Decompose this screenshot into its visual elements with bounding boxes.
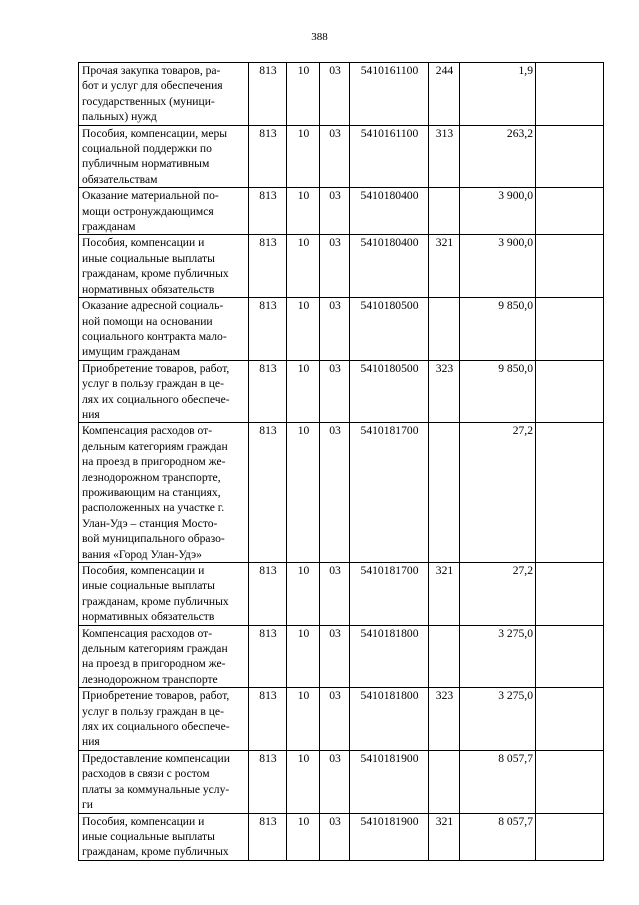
expense-type-cell: 323 — [429, 360, 460, 423]
target-article-cell: 5410180500 — [350, 298, 429, 361]
item-name-line: дельным категориям граждан — [82, 439, 228, 453]
table-row — [79, 298, 604, 361]
section-code-cell: 10 — [287, 63, 320, 126]
table-row — [79, 688, 604, 751]
amount-cell: 27,2 — [460, 423, 536, 563]
subsection-code-cell: 03 — [320, 423, 350, 563]
item-name-line: Компенсация расходов от- — [82, 424, 213, 438]
expense-type-cell: 313 — [429, 125, 460, 188]
amount-cell: 9 850,0 — [460, 298, 536, 361]
item-name-line: иные социальные выплаты — [82, 579, 215, 593]
target-article-cell: 5410180400 — [350, 188, 429, 235]
ministry-code-cell: 813 — [249, 625, 287, 688]
item-name-cell — [79, 63, 249, 126]
empty-cell — [536, 63, 604, 126]
expense-type-cell: 244 — [429, 63, 460, 126]
target-article-cell: 5410181900 — [350, 813, 429, 860]
amount-cell: 3 900,0 — [460, 235, 536, 298]
ministry-code-cell: 813 — [249, 125, 287, 188]
table-row — [79, 563, 604, 626]
item-name-cell — [79, 750, 249, 813]
item-name-line: Улан-Удэ – станция Мосто- — [82, 516, 218, 530]
section-code-cell: 10 — [287, 360, 320, 423]
item-name-line: вания «Город Улан-Удэ» — [82, 547, 202, 561]
target-article-cell: 5410161100 — [350, 63, 429, 126]
target-article-cell: 5410180500 — [350, 360, 429, 423]
budget-table — [78, 62, 604, 861]
empty-cell — [536, 188, 604, 235]
expense-type-cell — [429, 298, 460, 361]
expense-type-cell — [429, 423, 460, 563]
empty-cell — [536, 750, 604, 813]
item-name-line: гражданам, кроме публичных — [82, 845, 229, 859]
ministry-code-cell: 813 — [249, 688, 287, 751]
subsection-code-cell: 03 — [320, 813, 350, 860]
item-name-cell — [79, 423, 249, 563]
item-name-line: Приобретение товаров, работ, — [82, 689, 230, 703]
item-name-line: Пособия, компенсации и — [82, 564, 205, 577]
item-name-line: Компенсация расходов от- — [82, 626, 213, 640]
subsection-code-cell: 03 — [320, 688, 350, 751]
item-name-line: услуг в пользу граждан в це- — [82, 704, 224, 718]
item-name-line: гражданам, кроме публичных — [82, 594, 229, 608]
subsection-code-cell: 03 — [320, 298, 350, 361]
amount-cell: 9 850,0 — [460, 360, 536, 423]
item-name-line: государственных (муници- — [82, 94, 215, 108]
target-article-cell: 5410181700 — [350, 563, 429, 626]
target-article-cell: 5410180400 — [350, 235, 429, 298]
item-name-line: Прочая закупка товаров, ра- — [82, 64, 221, 77]
item-name-cell — [79, 125, 249, 188]
item-name-line: ги — [82, 798, 93, 812]
table-row — [79, 423, 604, 563]
subsection-code-cell: 03 — [320, 360, 350, 423]
item-name-line: нормативных обязательств — [82, 282, 215, 296]
amount-cell: 3 900,0 — [460, 188, 536, 235]
ministry-code-cell: 813 — [249, 563, 287, 626]
item-name-line: социальной поддержки по — [82, 142, 212, 156]
target-article-cell: 5410181800 — [350, 688, 429, 751]
section-code-cell: 10 — [287, 563, 320, 626]
ministry-code-cell: 813 — [249, 298, 287, 361]
item-name-line: обязательствам — [82, 172, 158, 186]
item-name-line: услуг в пользу граждан в це- — [82, 377, 224, 391]
item-name-cell — [79, 688, 249, 751]
ministry-code-cell: 813 — [249, 360, 287, 423]
item-name-line: Предоставление компенсации — [82, 751, 230, 765]
item-name-line: гражданам, кроме публичных — [82, 267, 229, 281]
amount-cell: 3 275,0 — [460, 688, 536, 751]
section-code-cell: 10 — [287, 423, 320, 563]
ministry-code-cell: 813 — [249, 750, 287, 813]
amount-cell: 3 275,0 — [460, 625, 536, 688]
item-name-line: на проезд в пригородном же- — [82, 455, 226, 469]
amount-cell: 8 057,7 — [460, 813, 536, 860]
empty-cell — [536, 235, 604, 298]
item-name-line: лях их социального обеспече- — [82, 392, 230, 406]
target-article-cell: 5410161100 — [350, 125, 429, 188]
section-code-cell: 10 — [287, 813, 320, 860]
table-row — [79, 63, 604, 126]
item-name-cell — [79, 235, 249, 298]
item-name-line: ния — [82, 407, 100, 421]
target-article-cell: 5410181800 — [350, 625, 429, 688]
item-name-line: расположенных на участке г. — [82, 501, 225, 515]
subsection-code-cell: 03 — [320, 750, 350, 813]
expense-type-cell — [429, 188, 460, 235]
empty-cell — [536, 563, 604, 626]
section-code-cell: 10 — [287, 298, 320, 361]
empty-cell — [536, 125, 604, 188]
item-name-cell — [79, 813, 249, 860]
item-name-cell — [79, 563, 249, 626]
item-name-line: платы за коммунальные услу- — [82, 782, 230, 796]
table-row — [79, 188, 604, 235]
item-name-line: гражданам — [82, 220, 136, 234]
item-name-line: Оказание адресной социаль- — [82, 299, 224, 313]
amount-cell: 27,2 — [460, 563, 536, 626]
item-name-line: ной помощи на основании — [82, 314, 213, 328]
expense-type-cell: 323 — [429, 688, 460, 751]
amount-cell: 1,9 — [460, 63, 536, 126]
item-name-line: Пособия, компенсации и — [82, 236, 205, 250]
subsection-code-cell: 03 — [320, 625, 350, 688]
item-name-line: имущим гражданам — [82, 345, 181, 359]
item-name-line: социального контракта мало- — [82, 329, 227, 343]
subsection-code-cell: 03 — [320, 188, 350, 235]
item-name-line: иные социальные выплаты — [82, 251, 215, 265]
expense-type-cell — [429, 750, 460, 813]
target-article-cell: 5410181700 — [350, 423, 429, 563]
table-row — [79, 360, 604, 423]
item-name-line: вой муниципального образо- — [82, 532, 225, 546]
item-name-line: ния — [82, 735, 100, 749]
table-row — [79, 235, 604, 298]
subsection-code-cell: 03 — [320, 563, 350, 626]
table-row — [79, 625, 604, 688]
item-name-line: нормативных обязательств — [82, 610, 215, 624]
expense-type-cell: 321 — [429, 235, 460, 298]
ministry-code-cell: 813 — [249, 188, 287, 235]
empty-cell — [536, 813, 604, 860]
item-name-line: пальных) нужд — [82, 110, 157, 124]
item-name-cell — [79, 625, 249, 688]
empty-cell — [536, 625, 604, 688]
section-code-cell: 10 — [287, 125, 320, 188]
item-name-cell — [79, 298, 249, 361]
empty-cell — [536, 298, 604, 361]
item-name-line: Пособия, компенсации, меры — [82, 126, 228, 140]
ministry-code-cell: 813 — [249, 423, 287, 563]
target-article-cell: 5410181900 — [350, 750, 429, 813]
expense-type-cell: 321 — [429, 563, 460, 626]
expense-type-cell: 321 — [429, 813, 460, 860]
item-name-cell — [79, 188, 249, 235]
item-name-line: лезнодорожном транспорте — [82, 672, 218, 686]
item-name-line: публичным нормативным — [82, 157, 210, 171]
subsection-code-cell: 03 — [320, 63, 350, 126]
ministry-code-cell: 813 — [249, 235, 287, 298]
section-code-cell: 10 — [287, 235, 320, 298]
item-name-line: лях их социального обеспече- — [82, 720, 230, 734]
item-name-line: иные социальные выплаты — [82, 829, 215, 843]
item-name-line: расходов в связи с ростом — [82, 767, 210, 781]
item-name-line: лезнодорожном транспорте, — [82, 470, 221, 484]
section-code-cell: 10 — [287, 625, 320, 688]
ministry-code-cell: 813 — [249, 63, 287, 126]
item-name-line: на проезд в пригородном же- — [82, 657, 226, 671]
empty-cell — [536, 423, 604, 563]
section-code-cell: 10 — [287, 688, 320, 751]
expense-type-cell — [429, 625, 460, 688]
item-name-line: Приобретение товаров, работ, — [82, 361, 230, 375]
item-name-cell — [79, 360, 249, 423]
section-code-cell: 10 — [287, 750, 320, 813]
table-row — [79, 125, 604, 188]
page-number: 388 — [311, 31, 328, 43]
section-code-cell: 10 — [287, 188, 320, 235]
subsection-code-cell: 03 — [320, 125, 350, 188]
subsection-code-cell: 03 — [320, 235, 350, 298]
item-name-line: бот и услуг для обеспечения — [82, 79, 223, 93]
table-row — [79, 750, 604, 813]
table-row — [79, 813, 604, 860]
item-name-line: Оказание материальной по- — [82, 189, 219, 203]
amount-cell: 263,2 — [460, 125, 536, 188]
ministry-code-cell: 813 — [249, 813, 287, 860]
item-name-line: мощи остронуждающимся — [82, 204, 214, 218]
amount-cell: 8 057,7 — [460, 750, 536, 813]
empty-cell — [536, 360, 604, 423]
item-name-line: дельным категориям граждан — [82, 642, 228, 656]
empty-cell — [536, 688, 604, 751]
item-name-line: проживающим на станциях, — [82, 485, 221, 499]
item-name-line: Пособия, компенсации и — [82, 814, 205, 828]
